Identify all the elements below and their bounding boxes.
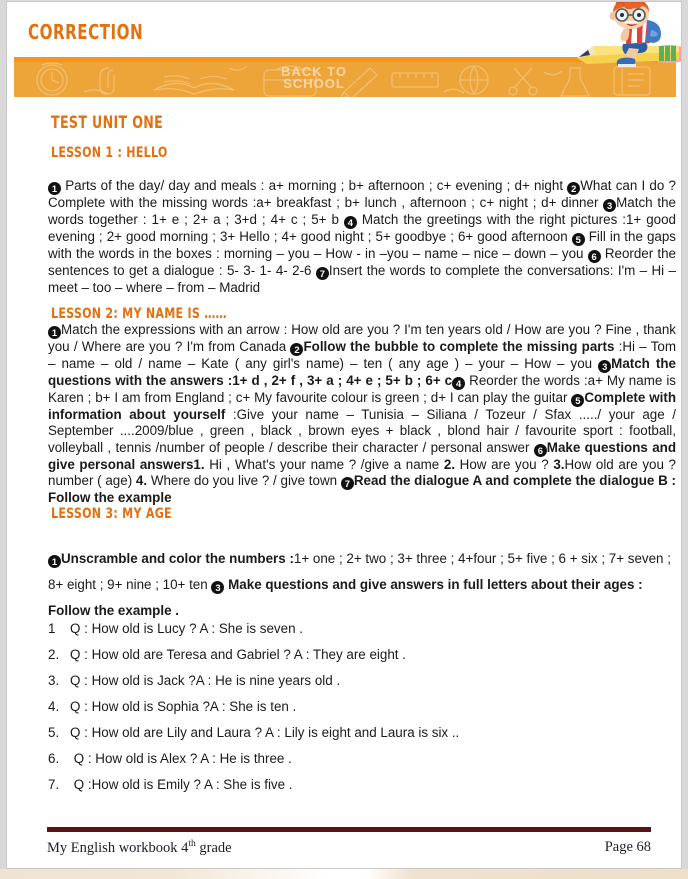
qa-number: 6.	[48, 751, 60, 766]
lesson-2-answers	[48, 322, 676, 507]
qa-text: Q : How old are Lily and Laura ? A : Lily is eight and Laura is six ..	[70, 725, 460, 740]
list-item	[48, 668, 676, 694]
item-number-4: 4	[344, 216, 357, 229]
lesson-3-heading: LESSON 3: MY AGE	[51, 506, 172, 522]
lesson1-item-6: Reorder the sentences to get a dialogue : 5- 3- 1- 4- 2-6	[48, 246, 676, 278]
qa-text: Q : How old is Sophia ?A : She is ten .	[70, 699, 297, 714]
banner-label: BACK TO SCHOOL	[281, 64, 347, 91]
page-edge-strip	[0, 869, 688, 879]
inline-answer-3-label: 3.	[553, 456, 565, 472]
list-item	[48, 772, 676, 798]
worksheet-page	[7, 2, 681, 868]
page-title: CORRECTION	[28, 20, 144, 44]
lesson1-item-7: Insert the words to complete the conversations: I'm – Hi – meet – too – where – from – Madrid	[48, 263, 676, 295]
item-number-1: 1	[48, 182, 61, 195]
lesson-1-answers	[48, 178, 676, 296]
lesson2-item-5: :Give your name – Tunisia – Siliana / Tozeur / Sfax ...../ your age / September ....2009/blue , green , black , brown eyes + black , blond hair / favourite sport : football, volleyball , tennis /number of people / describe their character / personal answer	[48, 407, 676, 455]
item-number-3: 3	[211, 581, 224, 594]
inline-answer-4-text: Where do you live ? / give town	[147, 473, 341, 489]
question-answer-list	[48, 616, 676, 798]
lesson2-item-6-bold: Make questions and give personal answers1.	[48, 439, 677, 472]
list-item	[48, 616, 676, 642]
qa-text: Q : How old are Teresa and Gabriel ? A : They are eight .	[70, 647, 406, 662]
lesson2-item-5-bold: Complete with information about yourself	[48, 390, 676, 422]
lesson2-item-2: :Hi – Tom – name – old / name – Kate ( any girl's name) – ten ( any age ) – your – How – you	[48, 339, 677, 371]
lesson1-item-2: What can I do ? Complete with the missing words :a+ breakfast ; b+ lunch , afternoon ; c+ night ; d+ dinner	[48, 178, 676, 210]
lesson1-item-3: Match the words together : 1+ e ; 2+ a ; 3+d ; 4+ c ; 5+ b	[48, 195, 676, 227]
lesson2-item-6: Hi , What's your name ? /give a name	[204, 456, 444, 472]
lesson3-item-1: 1+ one ; 2+ two ; 3+ three ; 4+four ; 5+ five ; 6 + six ; 7+ seven ; 8+ eight ; 9+ nine ; 10+ ten	[48, 551, 671, 592]
footer-text-a: My English workbook 4	[47, 839, 189, 856]
item-number-3: 3	[603, 199, 616, 212]
lesson1-item-1: Parts of the day/ day and meals : a+ morning ; b+ afternoon ; c+ evening ; d+ night	[61, 178, 568, 193]
qa-number: 7.	[48, 777, 60, 792]
page-number: Page 68	[604, 839, 651, 855]
item-number-2: 2	[290, 343, 303, 356]
lesson2-item-4: Reorder the words :a+ My name is Karen ; b+ I am from England ; c+ My favourite colour is green ; d+ I can play the guitar	[48, 373, 676, 405]
qa-text: Q : How old is Jack ?A : He is nine years old .	[70, 673, 341, 688]
lesson2-item-1: Match the expressions with an arrow : How old are you ? I'm ten years old / How are you ? Fine , thank you / Where are you ? I'm from Canada	[48, 322, 676, 354]
inline-answer-3-text: How old are you ? number ( age)	[48, 456, 677, 489]
qa-number: 3.	[48, 673, 60, 688]
page-header	[7, 2, 681, 98]
item-number-5: 5	[571, 394, 584, 407]
qa-text: Q : How old is Lucy ? A : She is seven .	[70, 621, 303, 636]
qa-number: 4.	[48, 699, 60, 714]
qa-number: 2.	[48, 647, 60, 662]
item-number-6: 6	[534, 444, 547, 457]
footer-source-label	[47, 839, 232, 857]
footer-text-b: grade	[195, 839, 232, 856]
lesson3-item-3-bold: Make questions and give answers in full letters about their ages : Follow the example .	[48, 577, 643, 618]
boy-on-pencil-icon	[575, 2, 681, 74]
item-number-4: 4	[452, 377, 465, 390]
qa-text: Q : How old is Alex ? A : He is three .	[70, 751, 292, 766]
lesson2-item-2-bold: Follow the bubble to complete the missing parts	[303, 339, 615, 354]
lesson2-item-3-bold: Match the questions with the answers :1+ d , 2+ f , 3+ a ; 4+ e ; 5+ b ; 6+ c	[48, 356, 676, 388]
lesson1-item-4: Match the greetings with the right pictures :1+ good evening ; 2+ good morning ; 3+ Hello ; 4+ good night ; 5+ goodbye ; 6+ good afternoon	[48, 212, 676, 244]
inline-answer-4-label: 4.	[135, 473, 148, 489]
item-number-5: 5	[572, 233, 585, 246]
lesson-2-heading: LESSON 2: MY NAME IS ……	[51, 306, 227, 322]
item-number-1: 1	[48, 555, 61, 568]
list-item	[48, 694, 676, 720]
footer-divider	[47, 827, 651, 832]
item-number-7: 7	[341, 477, 354, 490]
list-item	[48, 720, 676, 746]
item-number-6: 6	[588, 250, 601, 263]
item-number-3: 3	[598, 360, 611, 373]
qa-number: 5.	[48, 725, 60, 740]
lesson1-item-5: Fill in the gaps with the words in the boxes : morning – you – How - in –you – name – nice – down – you	[48, 229, 676, 261]
item-number-2: 2	[567, 182, 580, 195]
list-item	[48, 746, 676, 772]
item-number-1: 1	[48, 326, 61, 339]
test-title: TEST UNIT ONE	[51, 113, 164, 132]
lesson3-item-1-bold: Unscramble and color the numbers :	[61, 551, 294, 566]
lesson-1-heading: LESSON 1 : HELLO	[51, 145, 168, 161]
lesson2-item-7-bold: Read the dialogue A and complete the dialogue B : Follow the example	[48, 473, 676, 506]
list-item	[48, 642, 676, 668]
qa-number: 1	[48, 621, 56, 636]
inline-answer-2-text: How are you ?	[455, 456, 554, 472]
qa-text: Q :How old is Emily ? A : She is five .	[70, 777, 293, 792]
item-number-7: 7	[316, 267, 329, 280]
lesson-3-answers	[48, 546, 676, 624]
inline-answer-2-label: 2.	[443, 456, 456, 472]
footer-ordinal-suffix: th	[188, 839, 196, 849]
